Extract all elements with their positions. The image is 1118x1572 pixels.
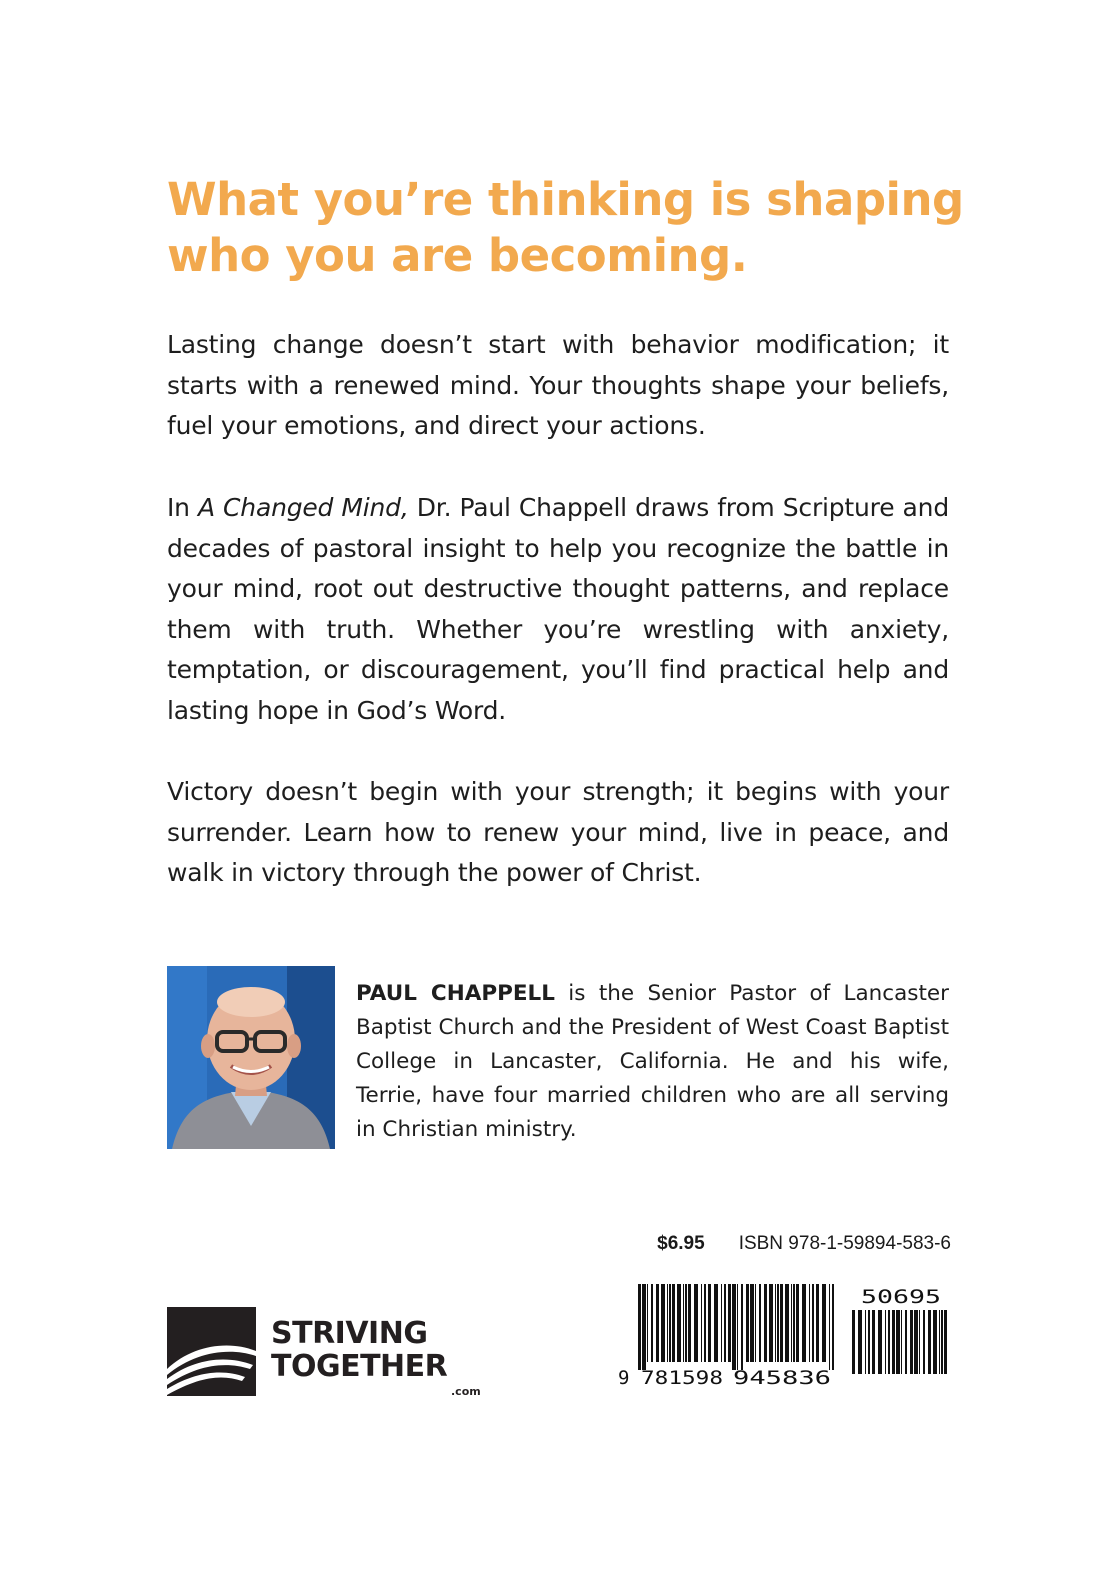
- barcode-bar: [919, 1310, 920, 1374]
- barcode-bar: [667, 1284, 668, 1362]
- barcode-bar: [737, 1284, 738, 1370]
- barcode-bar: [791, 1284, 792, 1362]
- barcode-digits-left: 781598: [641, 1367, 723, 1389]
- isbn: ISBN 978-1-59894-583-6: [738, 1233, 951, 1254]
- publisher-name-line-2: TOGETHER: [271, 1349, 448, 1384]
- barcode-bar: [750, 1284, 754, 1362]
- author-bio: [356, 977, 949, 1147]
- headline-line-2: who you are becoming.: [167, 229, 748, 282]
- barcode-graphic: [618, 1284, 952, 1394]
- barcode-bar: [704, 1284, 706, 1362]
- price-isbn-row: [600, 1233, 951, 1255]
- description-paragraph-1: Lasting change doesn’t start with behavior modification; it starts with a renewed mind. Your thoughts shape your beliefs, fuel your emotions, and direct your actions.: [167, 330, 949, 440]
- barcode-bar: [829, 1284, 830, 1370]
- barcode-bar: [746, 1284, 749, 1362]
- barcode-bar: [878, 1310, 882, 1374]
- barcode-bar: [944, 1310, 947, 1374]
- barcode-bar: [822, 1284, 826, 1362]
- barcode-bar: [688, 1284, 691, 1362]
- barcode-bar: [708, 1284, 711, 1362]
- barcode-bar: [812, 1284, 814, 1362]
- barcode-bar: [775, 1284, 776, 1362]
- barcode-bar: [872, 1310, 875, 1374]
- barcode-bar: [694, 1284, 698, 1362]
- barcode-bar: [661, 1284, 665, 1362]
- barcode-bar: [724, 1284, 726, 1362]
- barcode-bar: [741, 1284, 743, 1370]
- publisher-domain-suffix: .com: [451, 1385, 481, 1398]
- author-portrait-illustration: [167, 966, 335, 1149]
- barcode-bar: [896, 1310, 900, 1374]
- barcode-bar: [638, 1284, 641, 1370]
- barcode-bar: [672, 1284, 675, 1362]
- barcode-bar: [905, 1310, 907, 1374]
- publisher-logo-icon: [167, 1307, 256, 1396]
- barcode-bar: [868, 1310, 870, 1374]
- barcode-bar: [928, 1310, 931, 1374]
- barcode-bar: [923, 1310, 925, 1374]
- barcode-main-bars: [638, 1284, 834, 1370]
- isbn-barcode: [618, 1284, 952, 1394]
- barcode-bar: [669, 1284, 671, 1362]
- barcode-bar: [858, 1310, 862, 1374]
- barcode-bar: [683, 1284, 684, 1362]
- barcode-bar: [651, 1284, 653, 1362]
- barcode-bar: [701, 1284, 702, 1362]
- headline-line-1: What you’re thinking is shaping: [167, 173, 964, 226]
- barcode-bar: [888, 1310, 890, 1374]
- barcode-bar: [714, 1284, 718, 1362]
- barcode-bar: [721, 1284, 722, 1362]
- barcode-bar: [777, 1284, 779, 1362]
- barcode-bar: [832, 1284, 834, 1370]
- barcode-bar: [728, 1284, 731, 1362]
- barcode-bar: [914, 1310, 918, 1374]
- barcode-bar: [780, 1284, 783, 1362]
- barcode-bar: [939, 1310, 940, 1374]
- barcode-digit-first: 9: [618, 1367, 630, 1389]
- barcode-digits-right: 945836: [733, 1367, 831, 1389]
- barcode-bar: [892, 1310, 895, 1374]
- barcode-bar: [941, 1310, 943, 1374]
- barcode-addon-bars: [852, 1310, 947, 1374]
- barcode-bar: [802, 1284, 806, 1362]
- barcode-bar: [793, 1284, 795, 1362]
- price: $6.95: [657, 1233, 705, 1254]
- publisher-name-line-1: STRIVING: [271, 1316, 428, 1351]
- barcode-bar: [933, 1310, 937, 1374]
- barcode-bar: [796, 1284, 799, 1362]
- barcode-bar: [642, 1284, 646, 1370]
- paragraph-2-body: Dr. Paul Chappell draws from Scripture and decades of pastoral insight to help you recognize the battle in your mind, root out destructive thought patterns, and replace them with truth. Whether you’re wrestling with anxiety, temptation, or discouragement, you’ll find practical help and lasting hope in God’s Word.: [167, 493, 949, 725]
- author-name: PAUL CHAPPELL: [356, 981, 555, 1006]
- barcode-bar: [809, 1284, 810, 1362]
- description-paragraph-2: [167, 488, 949, 731]
- publisher-name: [271, 1317, 447, 1383]
- paragraph-2-prefix: In: [167, 493, 198, 522]
- barcode-bar: [677, 1284, 681, 1362]
- author-bio-text: is the Senior Pastor of Lancaster Baptist Church and the President of West Coast Baptist College in Lancaster, California. He and his wife, Terrie, have four married children who are all serving in Christian ministry.: [356, 981, 950, 1142]
- barcode-bar: [764, 1284, 767, 1362]
- barcode-bar: [852, 1310, 855, 1374]
- barcode-bar: [785, 1284, 789, 1362]
- barcode-bar: [816, 1284, 819, 1362]
- barcode-bar: [685, 1284, 687, 1362]
- barcode-bar: [885, 1310, 886, 1374]
- barcode-addon-digits: 50695: [861, 1286, 941, 1308]
- description-paragraph-3: Victory doesn’t begin with your strength; it begins with your surrender. Learn how to renew your mind, live in peace, and walk in victory through the power of Christ.: [167, 777, 949, 887]
- barcode-bar: [656, 1284, 659, 1362]
- barcode-bar: [769, 1284, 773, 1362]
- barcode-bar: [901, 1310, 902, 1374]
- book-title: A Changed Mind,: [197, 493, 409, 522]
- author-photo: [167, 966, 335, 1149]
- barcode-bar: [910, 1310, 913, 1374]
- barcode-bar: [865, 1310, 866, 1374]
- barcode-bar: [759, 1284, 761, 1362]
- headline: [167, 172, 967, 284]
- barcode-bar: [647, 1284, 648, 1362]
- barcode-bar: [755, 1284, 756, 1362]
- barcode-bar: [732, 1284, 736, 1370]
- publisher-logo: [167, 1307, 487, 1402]
